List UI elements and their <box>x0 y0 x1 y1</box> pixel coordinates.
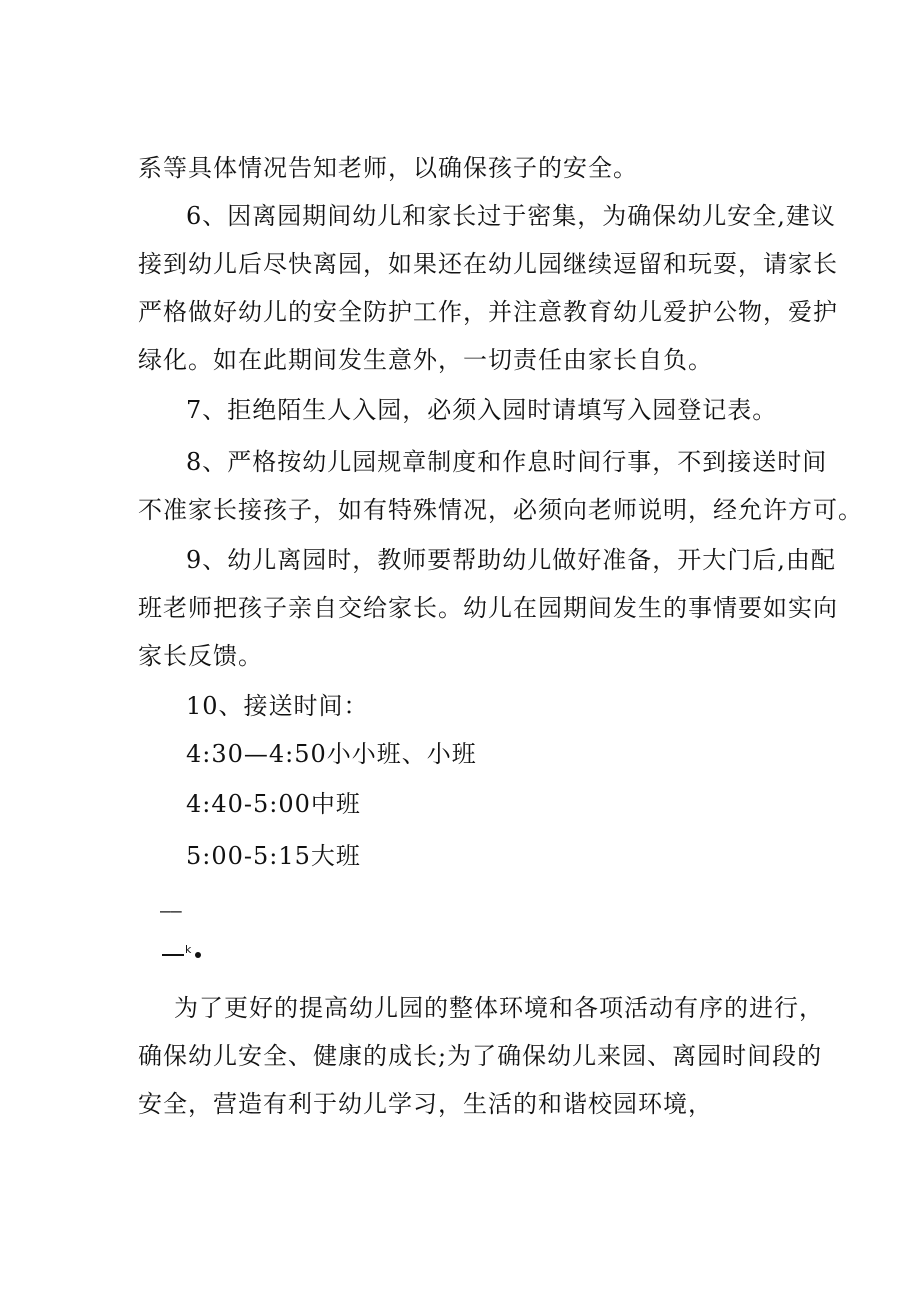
schedule-item-3: 5:00-5:15大班 <box>186 842 361 870</box>
separator-dot <box>195 952 201 958</box>
closing-line-1: 为了更好的提高幼儿园的整体环境和各项活动有序的进行， <box>174 994 824 1022</box>
paragraph-6-line-3: 严格做好幼儿的安全防护工作，并注意教育幼儿爱护公物，爱护 <box>138 298 838 326</box>
paragraph-9-line-2: 班老师把孩子亲自交给家长。幼儿在园期间发生的事情要如实向 <box>138 594 838 622</box>
paragraph-6-line-1: 6、因离园期间幼儿和家长过于密集，为确保幼儿安全,建议 <box>186 202 836 230</box>
paragraph-8-line-1: 8、严格按幼儿园规章制度和作息时间行事，不到接送时间 <box>186 448 828 476</box>
schedule-item-1: 4:30—4:50小小班、小班 <box>186 740 477 768</box>
paragraph-6-line-2: 接到幼儿后尽快离园，如果还在幼儿园继续逗留和玩耍，请家长 <box>138 250 838 278</box>
separator-mark-letter: k <box>185 943 192 956</box>
paragraph-6-line-4: 绿化。如在此期间发生意外，一切责任由家长自负。 <box>138 346 713 374</box>
paragraph-5-end-line: 系等具体情况告知老师，以确保孩子的安全。 <box>138 154 638 182</box>
separator-dashes: —— <box>160 901 182 922</box>
separator-mark <box>162 940 201 964</box>
paragraph-8-line-2: 不准家长接孩子，如有特殊情况，必须向老师说明，经允许方可。 <box>138 496 863 524</box>
paragraph-9-line-3: 家长反馈。 <box>138 642 263 670</box>
closing-line-3: 安全，营造有利于幼儿学习，生活的和谐校园环境， <box>138 1090 713 1118</box>
schedule-heading: 10、接送时间： <box>186 692 369 720</box>
closing-line-2: 确保幼儿安全、健康的成长;为了确保幼儿来园、离园时间段的 <box>138 1042 823 1070</box>
paragraph-9-line-1: 9、幼儿离园时，教师要帮助幼儿做好准备，开大门后,由配 <box>186 546 836 574</box>
separator-rule <box>162 954 184 956</box>
paragraph-7-line-1: 7、拒绝陌生人入园，必须入园时请填写入园登记表。 <box>186 396 778 424</box>
schedule-item-2: 4:40-5:00中班 <box>186 790 361 818</box>
